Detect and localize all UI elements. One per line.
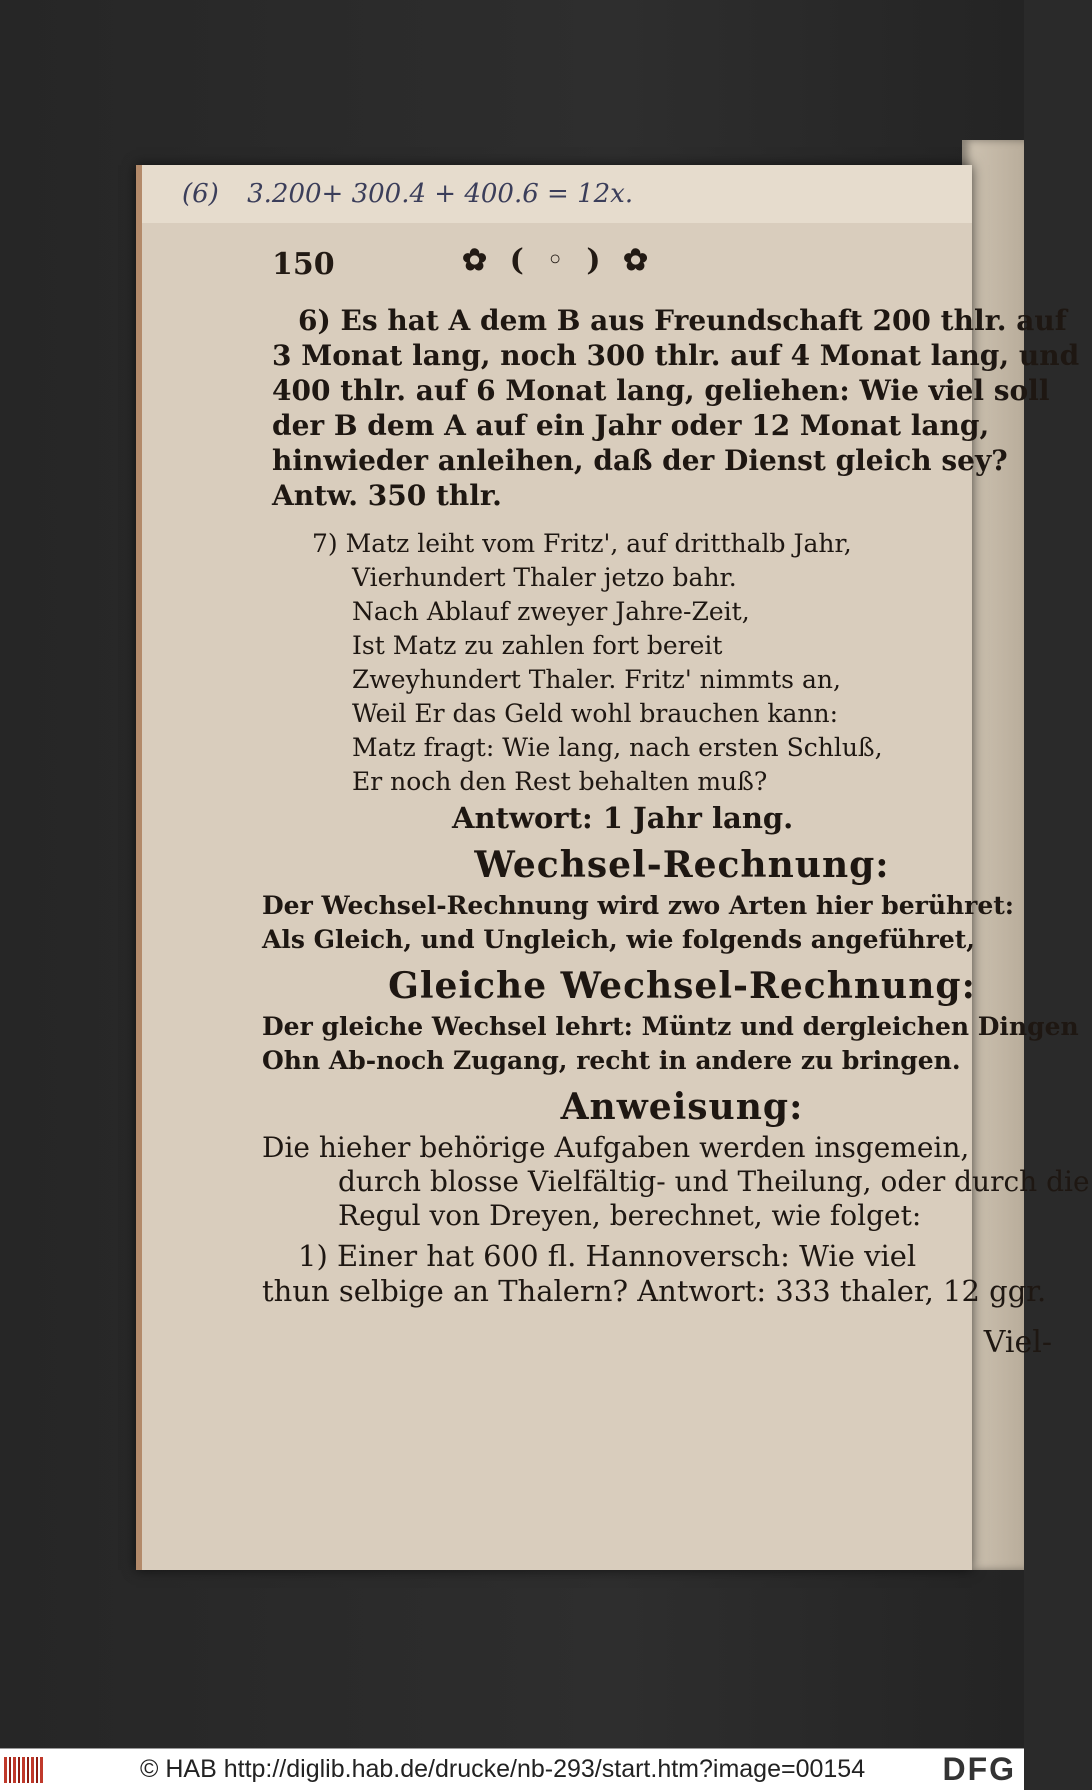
example-1-rest: thun selbige an Thalern? Antwort: 333 thaler, 12 ggr. — [262, 1274, 1047, 1308]
page-number: 150 — [272, 247, 335, 282]
rhyme-line: Der Wechsel-Rechnung wird zwo Arten hier berühret: — [262, 891, 1015, 920]
anweisung-paragraph — [262, 1131, 1092, 1233]
example-1 — [262, 1239, 1092, 1309]
poem-problem-7 — [312, 527, 1092, 799]
handwritten-note — [182, 179, 633, 209]
poem-line: Weil Er das Geld wohl brauchen kann: — [352, 699, 839, 728]
copyright-link[interactable]: © HAB http://diglib.hab.de/drucke/nb-293/start.htm?image=00154 — [140, 1755, 866, 1783]
poem-line: 7) Matz leiht vom Fritz', auf dritthalb Jahr, — [312, 529, 852, 558]
anweisung-first-line: Die hieher behörige Aufgaben werden insgemein, — [262, 1131, 970, 1164]
catchword: Viel- — [983, 1325, 1052, 1360]
poem-line: Zweyhundert Thaler. Fritz' nimmts an, — [352, 665, 841, 694]
rhyme-gleiche — [262, 1010, 1092, 1078]
footer-bar — [0, 1748, 1024, 1790]
heading-anweisung: Anweisung: — [560, 1086, 804, 1128]
problem-6: 6) Es hat A dem B aus Freundschaft 200 thlr. auf 3 Monat lang, noch 300 thlr. auf 4 Monat lang, und 400 thlr. auf 6 Monat lang, geliehen: Wie viel soll der B dem A auf ein Jahr oder 12 Monat lang, hinwieder anleihen, daß der Dienst gleich sey? Antw. 350 thlr. — [272, 304, 1080, 512]
poem-line: Matz fragt: Wie lang, nach ersten Schluß, — [352, 733, 883, 762]
rhyme-line: Ohn Ab-noch Zugang, recht in andere zu bringen. — [262, 1046, 961, 1075]
rhyme-line: Der gleiche Wechsel lehrt: Müntz und dergleichen Dingen — [262, 1012, 1079, 1041]
page-text — [262, 303, 1092, 1360]
heading-wechsel-rechnung: Wechsel-Rechnung: — [474, 844, 890, 886]
poem-line: Ist Matz zu zahlen fort bereit — [352, 631, 723, 660]
poem-line: Er noch den Rest behalten muß? — [352, 767, 768, 796]
header-ornament: ✿ ( ◦ ) ✿ — [462, 243, 655, 278]
hab-logo-icon — [4, 1757, 44, 1783]
answer-7: Antwort: 1 Jahr lang. — [452, 801, 794, 835]
book-page — [136, 165, 1090, 1570]
handnote-label: (6) — [182, 179, 219, 209]
poem-line: Nach Ablauf zweyer Jahre-Zeit, — [352, 597, 750, 626]
dfg-logo: DFG — [942, 1751, 1016, 1787]
anweisung-rest: durch blosse Vielfältig- und Theilung, oder durch die Regul von Dreyen, berechnet, wie folget: — [338, 1165, 1090, 1232]
example-1-first: 1) Einer hat 600 fl. Hannoversch: Wie viel — [298, 1239, 917, 1273]
handnote-formula: 3.200+ 300.4 + 400.6 = 12x. — [247, 179, 634, 209]
heading-gleiche-wechsel-rechnung: Gleiche Wechsel-Rechnung: — [388, 965, 976, 1007]
running-header — [272, 243, 872, 289]
poem-line: Vierhundert Thaler jetzo bahr. — [352, 563, 737, 592]
rhyme-wechsel — [262, 889, 1092, 957]
rhyme-line: Als Gleich, und Ungleich, wie folgends angeführet, — [262, 925, 976, 954]
